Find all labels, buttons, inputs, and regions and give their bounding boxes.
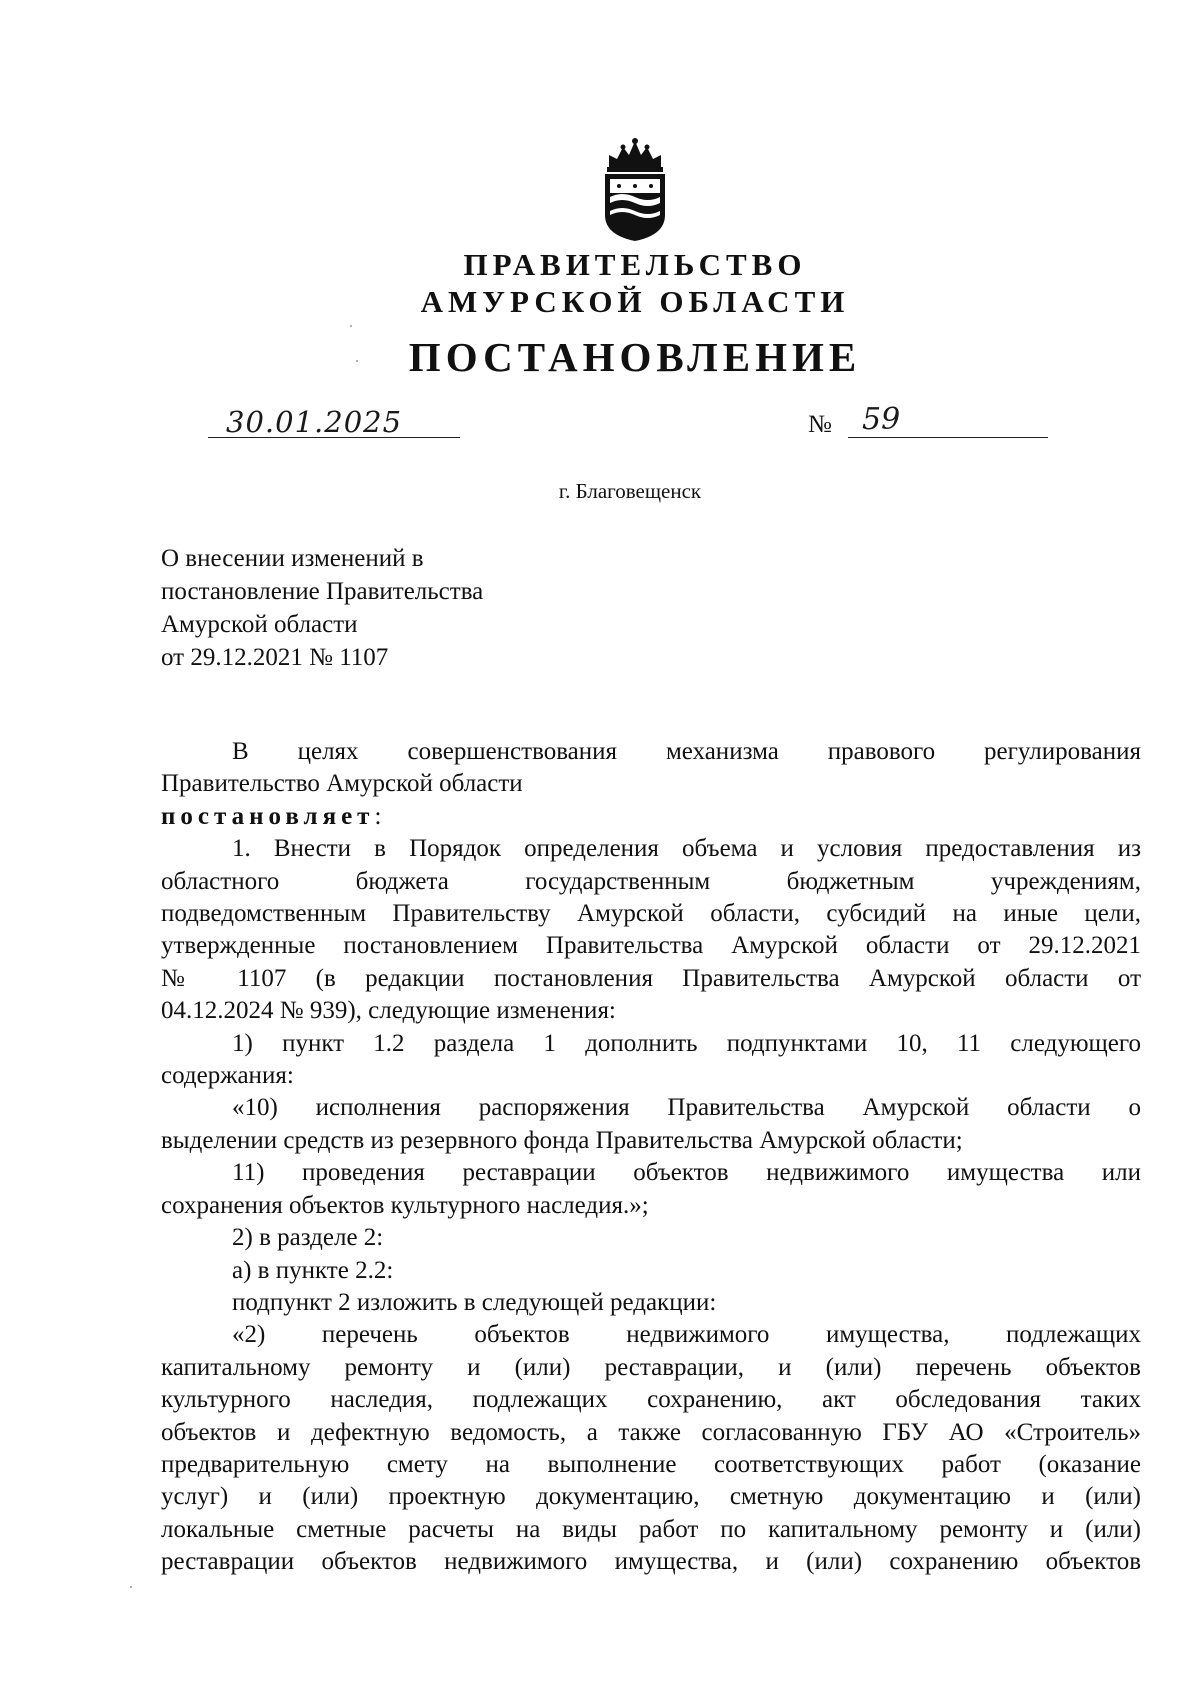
resolves-colon: : xyxy=(374,802,382,830)
body-line: «2) перечень объектов недвижимого имущества, подлежащих xyxy=(232,1321,1141,1349)
body-line: областного бюджета государственным бюджетным учреждениям, xyxy=(161,867,1141,895)
body-line: содержания: xyxy=(161,1062,294,1090)
document-body xyxy=(161,736,1141,1579)
body-line: 1) пункт 1.2 раздела 1 дополнить подпунктами 10, 11 следующего xyxy=(232,1029,1141,1057)
city-name: г. Благовещенск xyxy=(558,479,702,503)
body-line: 1. Внести в Порядок определения объема и условия предоставления из xyxy=(232,835,1141,863)
number-label: № xyxy=(808,411,832,438)
coat-of-arms-icon xyxy=(597,137,673,243)
resolution-word xyxy=(161,801,1141,833)
organization-name-line1: ПРАВИТЕЛЬСТВО xyxy=(463,247,807,282)
scan-speck xyxy=(350,325,352,327)
body-line: В целях совершенствования механизма правового регулирования xyxy=(232,738,1141,765)
body-line: локальные сметные расчеты на виды работ по капитальному ремонту и (или) xyxy=(161,1515,1141,1543)
body-line: выделении средств из резервного фонда Правительства Амурской области; xyxy=(161,1126,963,1154)
handwritten-number: 59 xyxy=(862,402,901,437)
body-line: № 1107 (в редакции постановления Правительства Амурской области от xyxy=(161,964,1141,992)
body-line: культурного наследия, подлежащих сохранению, акт обследования таких xyxy=(161,1386,1141,1414)
body-line: «10) исполнения распоряжения Правительства Амурской области о xyxy=(232,1094,1141,1122)
resolves-keyword: постановляет xyxy=(161,802,375,830)
subject-line: О внесении изменений в xyxy=(161,545,424,572)
body-line: подпункт 2 изложить в следующей редакции: xyxy=(232,1288,717,1316)
number-underline xyxy=(848,437,1048,438)
body-line: утвержденные постановлением Правительства Амурской области от 29.12.2021 xyxy=(161,932,1141,960)
body-line: предварительную смету на выполнение соответствующих работ (оказание xyxy=(161,1450,1141,1478)
date-underline xyxy=(208,437,460,438)
body-line: услуг) и (или) проектную документацию, сметную документацию и (или) xyxy=(161,1483,1141,1511)
body-line: подведомственным Правительству Амурской области, субсидий на иные цели, xyxy=(161,900,1141,928)
body-line: 04.12.2024 № 939), следующие изменения: xyxy=(161,997,616,1025)
scan-speck xyxy=(356,360,358,362)
body-line: Правительство Амурской области xyxy=(161,770,523,798)
body-line: 2) в разделе 2: xyxy=(232,1224,384,1252)
organization-name-line2: АМУРСКОЙ ОБЛАСТИ xyxy=(420,284,850,319)
subject-line: Амурской области xyxy=(161,611,358,638)
body-line: сохранения объектов культурного наследия.»; xyxy=(161,1191,649,1219)
body-line: 11) проведения реставрации объектов недвижимого имущества или xyxy=(232,1159,1141,1187)
body-line: объектов и дефектную ведомость, а также согласованную ГБУ АО «Строитель» xyxy=(161,1418,1141,1446)
body-line: реставрации объектов недвижимого имущества, и (или) сохранению объектов xyxy=(161,1548,1141,1576)
document-type-title: ПОСТАНОВЛЕНИЕ xyxy=(408,334,862,380)
subject-line: от 29.12.2021 № 1107 xyxy=(161,644,389,671)
document-subject xyxy=(161,542,483,674)
scan-speck xyxy=(130,1586,132,1588)
handwritten-date: 30.01.2025 xyxy=(226,405,403,439)
subject-line: постановление Правительства xyxy=(161,578,484,605)
body-line: а) в пункте 2.2: xyxy=(232,1256,394,1284)
body-line: капитальному ремонту и (или) реставрации, и (или) перечень объектов xyxy=(161,1353,1141,1381)
